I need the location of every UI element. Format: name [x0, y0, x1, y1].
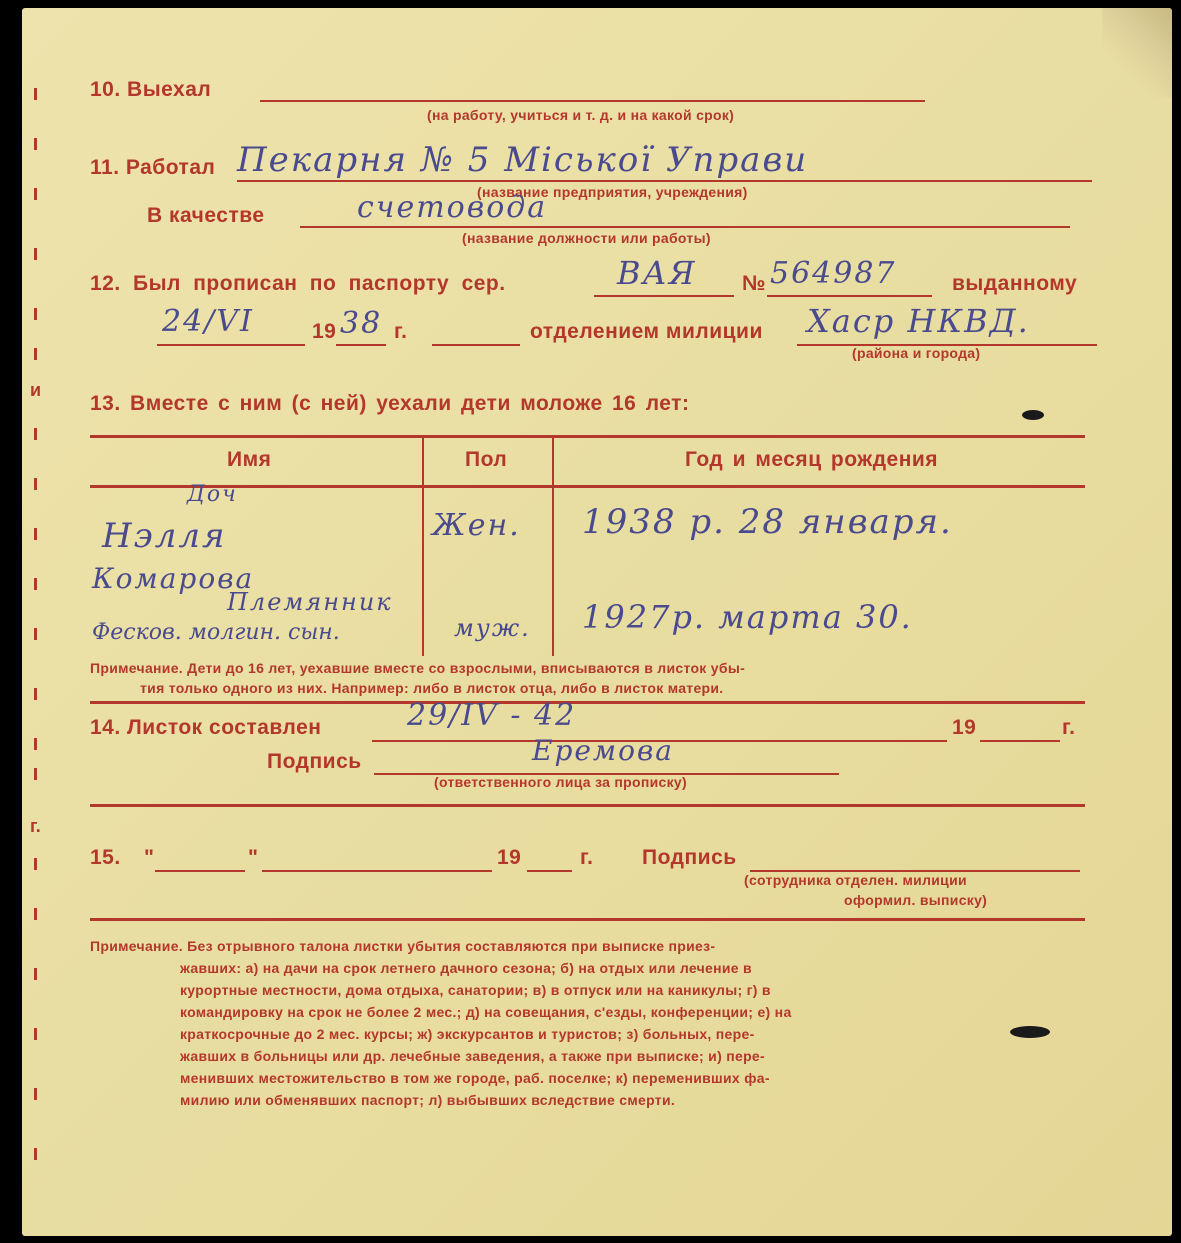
s15-quote-open: " — [144, 846, 155, 869]
table-top-rule — [90, 435, 1085, 438]
nephew-birth-handwriting: 1927р. марта 30. — [582, 598, 913, 636]
note-2-line-6: жавших в больницы или др. лечебные заведения, а также при выписке; и) пере- — [180, 1048, 765, 1064]
department-handwriting: Хаср НКВД. — [807, 302, 1030, 340]
section-10-label: 10. Выехал — [90, 78, 212, 101]
s15-month-line — [262, 870, 492, 872]
signature-label: Подпись — [267, 750, 362, 773]
s14-year-suffix: г. — [1062, 716, 1076, 739]
signature-hint: (ответственного лица за прописку) — [434, 774, 687, 790]
margin-tick — [34, 248, 37, 260]
table-header-birth: Год и месяц рождения — [685, 448, 939, 471]
number-label: № — [742, 272, 766, 295]
s15-year-suffix: г. — [580, 846, 594, 869]
margin-tick — [34, 628, 37, 640]
table-divider — [552, 488, 554, 656]
s14-year-line — [980, 740, 1060, 742]
table-divider — [422, 488, 424, 656]
form-sheet — [22, 8, 1172, 1236]
margin-tick — [34, 1148, 37, 1160]
margin-tick — [34, 908, 37, 920]
year-suffix: г. — [394, 320, 408, 343]
workplace-handwriting: Пекарня № 5 Міської Управи — [237, 140, 809, 180]
s15-signature-label: Подпись — [642, 846, 737, 869]
nephew-relation-handwriting: Племянник — [227, 588, 393, 616]
s15-year-line — [527, 870, 572, 872]
section-11-label: 11. Работал — [90, 156, 216, 179]
department-label: отделением милиции — [530, 320, 763, 343]
section-divider-rule — [90, 918, 1085, 921]
note-2-line-7: менивших местожительство в том же городе, раб. поселке; к) переменивших фа- — [180, 1070, 770, 1086]
table-divider — [552, 438, 554, 486]
note-2-line-2: жавших: а) на дачи на срок летнего дачного сезона; б) на отдых или лечение в — [180, 960, 752, 976]
nephew-sex-handwriting: муж. — [454, 614, 531, 642]
margin-tick — [34, 738, 37, 750]
child-surname-handwriting: Комарова — [92, 562, 255, 595]
note-1-line-1: Примечание. Дети до 16 лет, уехавшие вместе со взрослыми, вписываются в листок убы- — [90, 660, 746, 676]
s15-quote-close: " — [248, 846, 259, 869]
table-divider — [422, 438, 424, 486]
table-header-sex: Пол — [465, 448, 508, 471]
margin-tick — [34, 1028, 37, 1040]
section-10-hint: (на работу, учиться и т. д. и на какой срок) — [427, 107, 735, 123]
year-prefix: 19 — [312, 320, 337, 343]
margin-tick — [34, 968, 37, 980]
issue-year-line — [336, 344, 386, 346]
issue-date-handwriting: 24/VI — [162, 304, 254, 339]
position-hint: (название должности или работы) — [462, 230, 711, 246]
section-divider-rule — [90, 701, 1085, 704]
s15-day-line — [155, 870, 245, 872]
margin-tick — [34, 578, 37, 590]
note-2-line-4: командировку на срок не более 2 мес.; д) на совещания, с'езды, конференции; е) на — [180, 1004, 792, 1020]
position-handwriting: счетовода — [357, 190, 548, 225]
section-15-label: 15. — [90, 846, 121, 869]
issue-year-handwriting: 38 — [340, 306, 383, 341]
table-header-name: Имя — [227, 448, 272, 471]
issue-date-line — [157, 344, 305, 346]
s15-hint-2: оформил. выписку) — [844, 892, 988, 908]
margin-tick — [34, 428, 37, 440]
section-13-label: 13. Вместе с ним (с ней) уехали дети моложе 16 лет: — [90, 392, 690, 415]
table-header-rule — [90, 485, 1085, 488]
s15-hint-1: (сотрудника отделен. милиции — [744, 872, 967, 888]
paper-fold — [1102, 8, 1172, 98]
section-12-label: 12. Был прописан по паспорту сер. — [90, 272, 506, 295]
signature-handwriting: Еремова — [532, 734, 674, 767]
margin-tick — [34, 138, 37, 150]
margin-tick — [34, 88, 37, 100]
margin-tick — [34, 528, 37, 540]
number-field-line — [767, 295, 932, 297]
note-2-line-1: Примечание. Без отрывного талона листки убытия составляются при выписке приез- — [90, 938, 716, 954]
note-1-line-2: тия только одного из них. Например: либо в листок отца, либо в листок матери. — [140, 680, 724, 696]
margin-tick — [34, 308, 37, 320]
passport-series-handwriting: ВАЯ — [617, 254, 697, 292]
child-name-handwriting: Нэлля — [102, 516, 227, 556]
department-hint: (района и города) — [852, 345, 981, 361]
position-field-line — [300, 226, 1070, 228]
note-2-line-8: милию или обменявших паспорт; л) выбывших вследствие смерти. — [180, 1092, 676, 1108]
child-sex-handwriting: Жен. — [432, 508, 521, 543]
note-2-line-5: краткосрочные до 2 мес. курсы; ж) экскурсантов и туристов; з) больных, пере- — [180, 1026, 755, 1042]
margin-letter: г. — [30, 816, 41, 836]
nephew-name-handwriting: Фесков. молгин. сын. — [92, 620, 340, 645]
section-11-hint: (название предприятия, учреждения) — [477, 184, 748, 200]
note-2-line-3: курортные местности, дома отдыха, санатории; в) в отпуск или на каникулы; г) в — [180, 982, 771, 998]
margin-tick — [34, 478, 37, 490]
departed-field-line — [260, 100, 925, 102]
ink-blot — [1010, 1026, 1050, 1038]
margin-tick — [34, 1088, 37, 1100]
margin-letter: и — [30, 380, 42, 400]
series-field-line — [594, 295, 734, 297]
margin-tick — [34, 858, 37, 870]
blank-line — [432, 344, 520, 346]
position-label: В качестве — [147, 204, 265, 227]
passport-number-handwriting: 564987 — [770, 256, 897, 291]
ink-blot — [1022, 410, 1044, 420]
margin-tick — [34, 188, 37, 200]
section-14-label: 14. Листок составлен — [90, 716, 322, 739]
section-divider-rule — [90, 804, 1085, 807]
child-relation-handwriting: Доч — [187, 482, 238, 507]
margin-tick — [34, 348, 37, 360]
child-birth-handwriting: 1938 р. 28 января. — [582, 502, 953, 542]
issued-label: выданному — [952, 272, 1078, 295]
workplace-field-line — [237, 180, 1092, 182]
margin-tick — [34, 688, 37, 700]
s14-year-prefix: 19 — [952, 716, 977, 739]
margin-tick — [34, 768, 37, 780]
s15-year-prefix: 19 — [497, 846, 522, 869]
compiled-date-handwriting: 29/IV - 42 — [407, 698, 577, 733]
